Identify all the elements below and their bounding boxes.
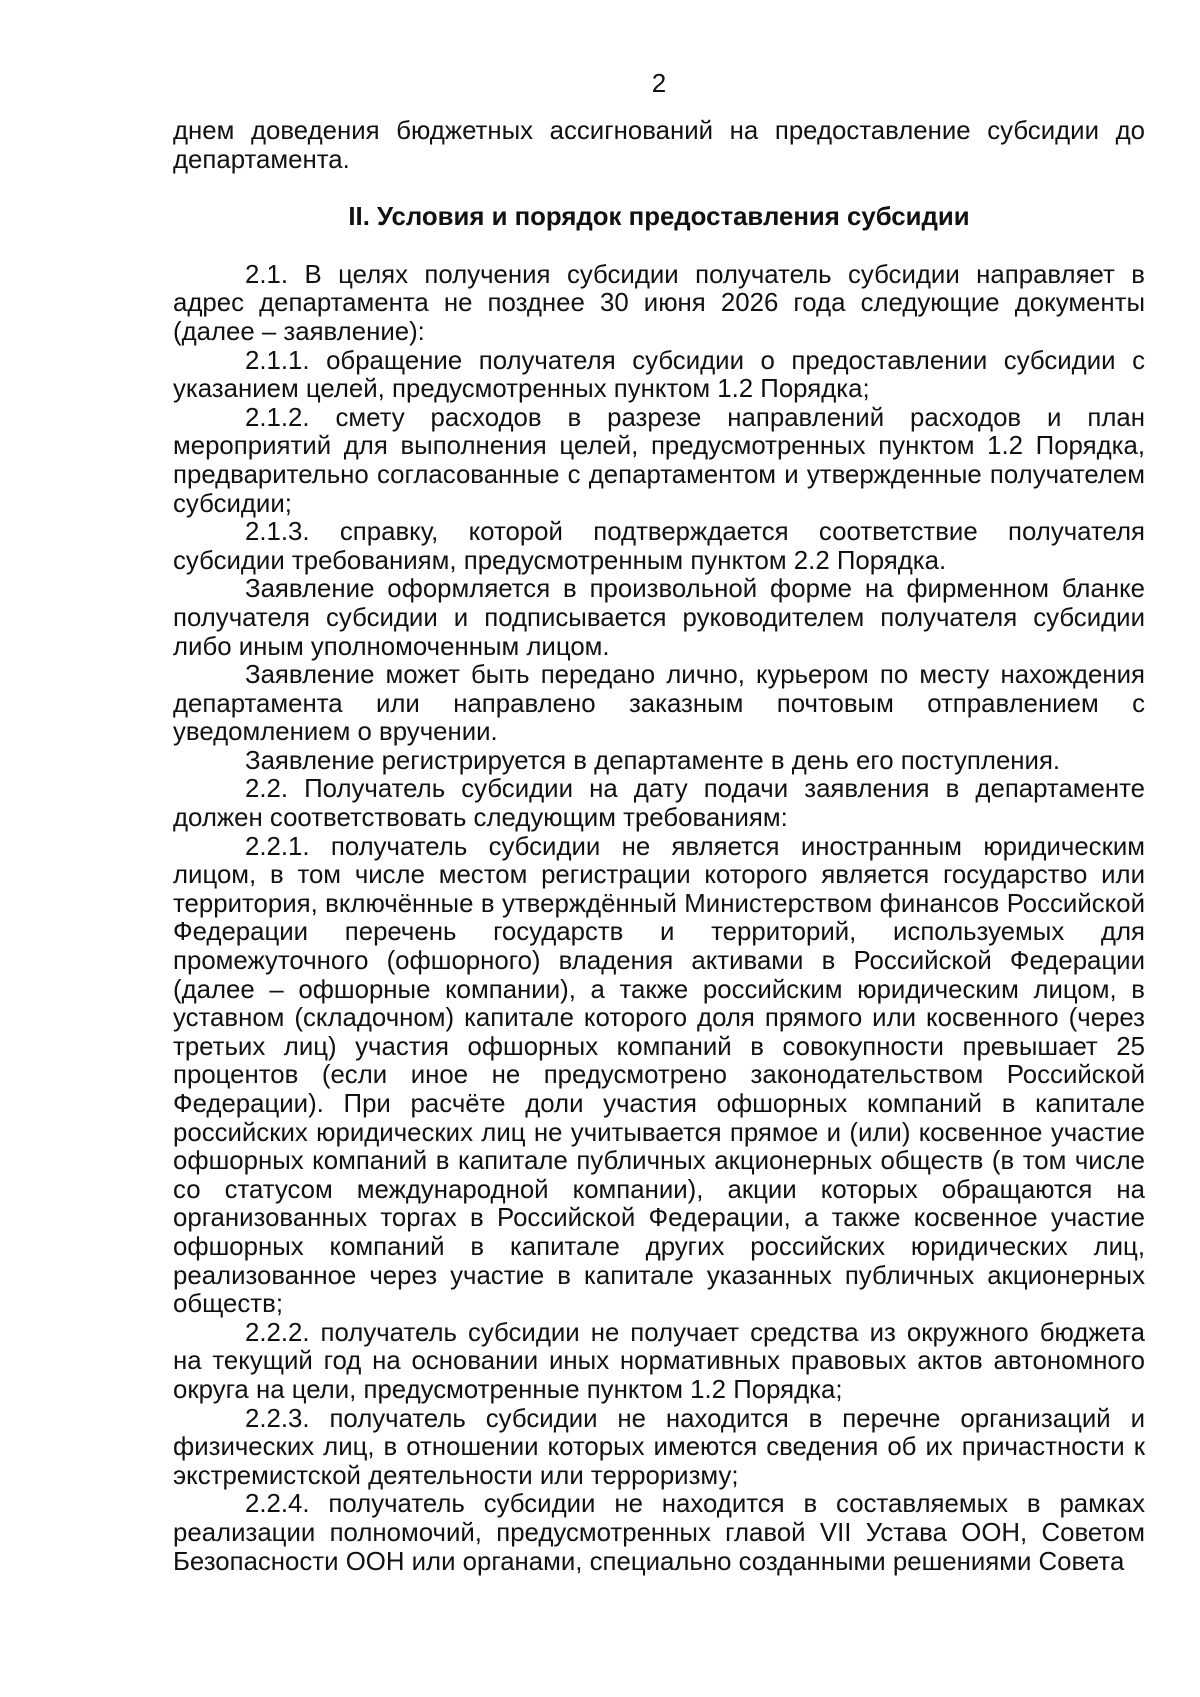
- paragraph-2-1-3: 2.1.3. справку, которой подтверждается соответствие получателя субсидии требованиям, предусмотренным пунктом 2.2 Порядка.: [173, 518, 1145, 575]
- paragraph-application-delivery: Заявление может быть передано лично, курьером по месту нахождения департамента или направлено заказным почтовым отправлением с уведомлением о вручении.: [173, 661, 1145, 747]
- paragraph-2-1: 2.1. В целях получения субсидии получатель субсидии направляет в адрес департамента не позднее 30 июня 2026 года следующие документы (далее – заявление):: [173, 260, 1145, 346]
- paragraph-application-registration: Заявление регистрируется в департаменте в день его поступления.: [245, 746, 1061, 775]
- section-heading: II. Условия и порядок предоставления субсидии: [348, 203, 970, 232]
- paragraph-continuation: днем доведения бюджетных ассигнований на предоставление субсидии до департамента.: [173, 117, 1145, 174]
- document-body: [173, 117, 1145, 1576]
- paragraph-application-form: Заявление оформляется в произвольной форме на фирменном бланке получателя субсидии и подписывается руководителем получателя субсидии либо иным уполномоченным лицом.: [173, 575, 1145, 661]
- page-number: 2: [651, 68, 667, 98]
- paragraph-2-2-3: 2.2.3. получатель субсидии не находится в перечне организаций и физических лиц, в отношении которых имеются сведения об их причастности к экстремистской деятельности или терроризму;: [173, 1404, 1145, 1490]
- paragraph-2-2-1: 2.2.1. получатель субсидии не является иностранным юридическим лицом, в том числе местом регистрации которого является государство или территория, включённые в утверждённый Министерством финансов Российской Федерации перечень государств и территорий, используемых для промежуточного (офшорного) владения активами в Российской Федерации (далее – офшорные компании), а также российским юридическим лицом, в уставном (складочном) капитале которого доля прямого или косвенного (через третьих лиц) участия офшорных компаний в совокупности превышает 25 процентов (если иное не предусмотрено законодательством Российской Федерации). При расчёте доли участия офшорных компаний в капитале российских юридических лиц не учитывается прямое и (или) косвенное участие офшорных компаний в капитале публичных акционерных обществ (в том числе со статусом международной компании), акции которых обращаются на организованных торгах в Российской Федерации, а также косвенное участие офшорных компаний в капитале других российских юридических лиц, реализованное через участие в капитале указанных публичных акционерных обществ;: [173, 832, 1145, 1319]
- paragraph-2-1-2: 2.1.2. смету расходов в разрезе направлений расходов и план мероприятий для выполнения целей, предусмотренных пунктом 1.2 Порядка, предварительно согласованные с департаментом и утвержденные получателем субсидии;: [173, 403, 1145, 518]
- paragraph-2-2-4: 2.2.4. получатель субсидии не находится в составляемых в рамках реализации полномочий, предусмотренных главой VII Устава ООН, Советом Безопасности ООН или органами, специально созданными решениями Совета: [173, 1490, 1145, 1576]
- paragraph-2-2-2: 2.2.2. получатель субсидии не получает средства из окружного бюджета на текущий год на основании иных нормативных правовых актов автономного округа на цели, предусмотренные пунктом 1.2 Порядка;: [173, 1318, 1145, 1404]
- paragraph-2-1-1: 2.1.1. обращение получателя субсидии о предоставлении субсидии с указанием целей, предусмотренных пунктом 1.2 Порядка;: [173, 346, 1145, 404]
- paragraph-2-2: 2.2. Получатель субсидии на дату подачи заявления в департаменте должен соответствовать следующим требованиям:: [173, 775, 1145, 833]
